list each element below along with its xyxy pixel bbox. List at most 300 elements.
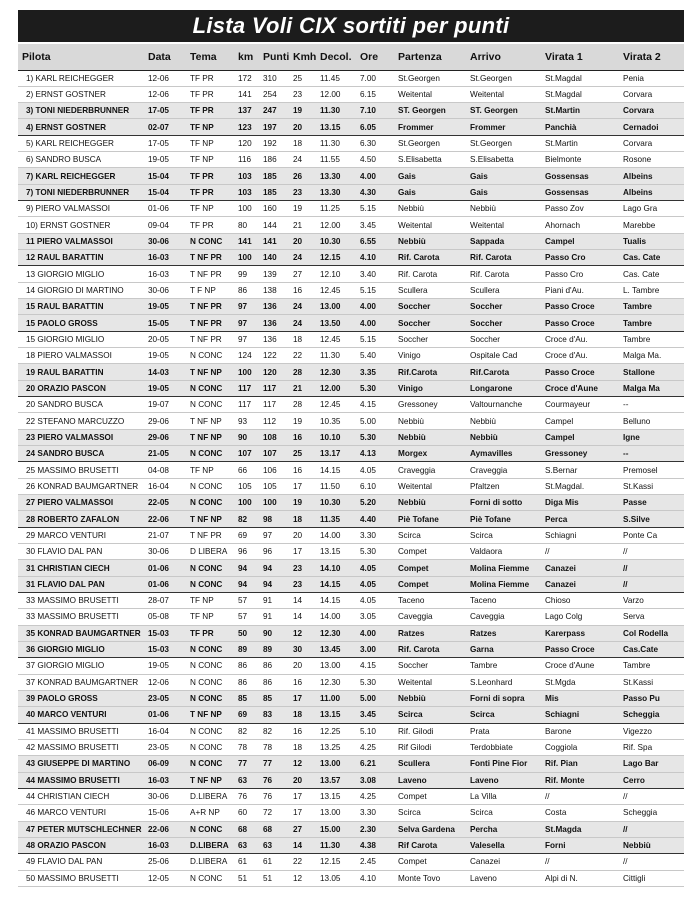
cell-points: 107 — [263, 449, 277, 459]
cell-arrival: Valtournanche — [470, 400, 523, 410]
cell-points: 136 — [263, 302, 277, 312]
cell-date: 30-06 — [148, 547, 169, 557]
table-row — [18, 429, 684, 445]
cell-start: Monte Tovo — [398, 873, 441, 883]
cell-turnpoint-1: St.Mgda — [545, 677, 576, 687]
cell-date: 21-07 — [148, 530, 169, 540]
cell-date: 01-06 — [148, 204, 169, 214]
cell-task: N CONC — [190, 236, 223, 246]
cell-turnpoint-2: Tualis — [623, 236, 647, 246]
cell-km: 116 — [238, 155, 252, 165]
cell-start: Scullera — [398, 285, 428, 295]
cell-points: 91 — [263, 596, 273, 606]
cell-takeoff: 13.15 — [320, 547, 341, 557]
cell-takeoff: 12.10 — [320, 269, 341, 279]
cell-arrival: Forni di sopra — [470, 694, 525, 704]
cell-pilot: 29 MARCO VENTURI — [26, 530, 107, 540]
cell-km: 76 — [238, 792, 248, 802]
column-header-arrival: Arrivo — [470, 50, 501, 63]
cell-points: 82 — [263, 726, 273, 736]
cell-arrival: Percha — [470, 824, 498, 834]
cell-arrival: St.Georgen — [470, 73, 512, 83]
cell-date: 21-05 — [148, 449, 169, 459]
cell-turnpoint-1: Campel — [545, 432, 575, 442]
column-header-date: Data — [148, 50, 171, 63]
cell-task: D.LIBERA — [190, 857, 228, 867]
cell-start: Nebbiù — [398, 204, 424, 214]
cell-task: N CONC — [190, 400, 223, 410]
cell-arrival: Fonti Pine Fior — [470, 759, 528, 769]
cell-turnpoint-2: // — [623, 792, 628, 802]
table-row — [18, 86, 684, 102]
cell-date: 17-05 — [148, 106, 169, 116]
cell-turnpoint-1: Campel — [545, 416, 574, 426]
table-row — [18, 544, 684, 560]
cell-hours: 3.30 — [360, 808, 376, 818]
table-row — [18, 380, 684, 396]
cell-date: 16-03 — [148, 841, 169, 851]
cell-arrival: Laveno — [470, 775, 499, 785]
cell-turnpoint-1: St.Magdal — [545, 73, 582, 83]
cell-km: 97 — [238, 318, 248, 328]
cell-points: 136 — [263, 334, 277, 344]
cell-pilot: 1) KARL REICHEGGER — [26, 73, 114, 83]
cell-turnpoint-1: Croce d'Aune — [545, 383, 598, 393]
cell-km: 94 — [238, 563, 248, 573]
cell-start: Caveggia — [398, 612, 433, 622]
cell-hours: 5.10 — [360, 726, 376, 736]
cell-turnpoint-1: Bielmonte — [545, 155, 582, 165]
cell-arrival: Nebbiù — [470, 416, 496, 426]
cell-task: N CONC — [190, 759, 223, 769]
cell-date: 05-08 — [148, 612, 169, 622]
cell-start: Rif. Carota — [398, 645, 440, 655]
cell-arrival: Scullera — [470, 285, 500, 295]
cell-date: 29-06 — [148, 432, 169, 442]
cell-arrival: Molina Fiemme — [470, 563, 530, 573]
cell-km: 63 — [238, 841, 248, 851]
cell-pilot: 14 GIORGIO DI MARTINO — [26, 285, 124, 295]
cell-pilot: 48 ORAZIO PASCON — [26, 841, 106, 851]
cell-task: N CONC — [190, 824, 223, 834]
cell-km: 117 — [238, 383, 252, 393]
cell-hours: 4.00 — [360, 318, 376, 328]
cell-turnpoint-1: // — [545, 792, 550, 802]
cell-task: TF PR — [190, 187, 214, 197]
cell-hours: 6.30 — [360, 138, 376, 148]
table-row — [18, 756, 684, 772]
cell-points: 97 — [263, 530, 273, 540]
cell-hours: 3.30 — [360, 530, 376, 540]
cell-task: TF NP — [190, 155, 214, 165]
cell-start: Rif. Carota — [398, 269, 438, 279]
cell-turnpoint-2: Cittigli — [623, 873, 646, 883]
cell-kmh: 17 — [293, 481, 303, 491]
cell-km: 51 — [238, 873, 248, 883]
cell-points: 185 — [263, 187, 277, 197]
cell-arrival: Sappada — [470, 236, 505, 246]
cell-hours: 4.15 — [360, 400, 376, 410]
cell-turnpoint-2: Corvara — [623, 138, 653, 148]
cell-task: T NF NP — [190, 367, 222, 377]
cell-takeoff: 10.30 — [320, 498, 341, 508]
cell-takeoff: 12.30 — [320, 677, 341, 687]
cell-kmh: 17 — [293, 792, 303, 802]
cell-hours: 6.21 — [360, 759, 376, 769]
cell-task: TF NP — [190, 596, 214, 606]
cell-kmh: 21 — [293, 220, 303, 230]
cell-points: 185 — [263, 171, 277, 181]
cell-hours: 4.05 — [360, 563, 376, 573]
cell-turnpoint-1: Karerpass — [545, 628, 586, 638]
cell-turnpoint-2: Cas.Cate — [623, 645, 659, 655]
cell-date: 28-07 — [148, 596, 169, 606]
cell-kmh: 19 — [293, 204, 303, 214]
cell-turnpoint-2: Passe — [623, 498, 647, 508]
cell-turnpoint-1: St.Martin — [545, 106, 581, 116]
cell-pilot: 26 KONRAD BAUMGARTNER — [26, 481, 139, 491]
cell-turnpoint-1: Courmayeur — [545, 400, 591, 410]
cell-start: Compet — [398, 547, 427, 557]
cell-pilot: 43 GIUSEPPE DI MARTINO — [26, 759, 131, 769]
cell-pilot: 31 CHRISTIAN CIECH — [26, 563, 110, 573]
cell-turnpoint-2: // — [623, 563, 628, 573]
cell-task: T NF PR — [190, 269, 222, 279]
cell-pilot: 44 CHRISTIAN CIECH — [26, 792, 110, 802]
cell-turnpoint-1: Canazei — [545, 563, 576, 573]
cell-pilot: 33 MASSIMO BRUSETTI — [26, 612, 119, 622]
cell-arrival: Scirca — [470, 710, 495, 720]
cell-task: N CONC — [190, 383, 223, 393]
cell-points: 85 — [263, 694, 273, 704]
cell-points: 61 — [263, 857, 273, 867]
cell-task: N CONC — [190, 563, 223, 573]
cell-km: 63 — [238, 775, 248, 785]
cell-start: Vinigo — [398, 383, 423, 393]
cell-hours: 4.13 — [360, 449, 376, 459]
cell-arrival: Gais — [470, 187, 488, 197]
table-row — [18, 772, 684, 788]
cell-task: N CONC — [190, 579, 223, 589]
cell-turnpoint-2: Igne — [623, 432, 640, 442]
cell-kmh: 18 — [293, 743, 303, 753]
cell-points: 144 — [263, 220, 277, 230]
cell-start: Nebbiù — [398, 236, 426, 246]
cell-date: 16-04 — [148, 726, 169, 736]
cell-task: N CONC — [190, 677, 223, 687]
cell-date: 25-06 — [148, 857, 169, 867]
cell-arrival: Gais — [470, 171, 488, 181]
table-row — [18, 478, 684, 494]
cell-task: A+R NP — [190, 808, 220, 818]
cell-turnpoint-1: Passo Croce — [545, 645, 595, 655]
column-header-pilot: Pilota — [22, 50, 51, 63]
cell-kmh: 16 — [293, 726, 303, 736]
cell-kmh: 23 — [293, 187, 303, 197]
cell-km: 57 — [238, 596, 248, 606]
table-row — [18, 184, 684, 200]
cell-pilot: 27 PIERO VALMASSOI — [26, 498, 114, 508]
table-row — [18, 723, 684, 739]
cell-pilot: 20 SANDRO BUSCA — [26, 400, 103, 410]
cell-km: 93 — [238, 416, 248, 426]
cell-takeoff: 10.35 — [320, 416, 341, 426]
cell-hours: 4.50 — [360, 155, 376, 165]
cell-points: 112 — [263, 416, 277, 426]
cell-arrival: S.Leonhard — [470, 677, 513, 687]
cell-km: 99 — [238, 269, 248, 279]
table-row — [18, 625, 684, 641]
cell-hours: 5.15 — [360, 204, 376, 214]
cell-arrival: Piè Tofane — [470, 514, 511, 524]
cell-start: Ratzes — [398, 628, 425, 638]
cell-takeoff: 12.15 — [320, 253, 341, 263]
cell-kmh: 21 — [293, 383, 303, 393]
cell-arrival: Rif. Carota — [470, 269, 510, 279]
cell-turnpoint-2: Lago Gra — [623, 204, 658, 214]
cell-kmh: 19 — [293, 416, 303, 426]
cell-task: N CONC — [190, 661, 223, 671]
cell-pilot: 39 PAOLO GROSS — [26, 694, 98, 704]
cell-turnpoint-1: S.Bernar — [545, 465, 578, 475]
cell-takeoff: 13.15 — [320, 792, 341, 802]
cell-task: TF PR — [190, 220, 214, 230]
cell-takeoff: 13.17 — [320, 449, 341, 459]
cell-takeoff: 10.10 — [320, 432, 341, 442]
cell-takeoff: 12.00 — [320, 383, 341, 393]
cell-kmh: 12 — [293, 873, 303, 883]
table-row — [18, 331, 684, 347]
cell-arrival: Rif.Carota — [470, 367, 510, 377]
cell-task: TF PR — [190, 106, 214, 116]
cell-points: 89 — [263, 645, 273, 655]
cell-hours: 3.45 — [360, 220, 376, 230]
cell-turnpoint-1: Perca — [545, 514, 568, 524]
cell-arrival: Taceno — [470, 596, 497, 606]
cell-kmh: 27 — [293, 269, 303, 279]
cell-kmh: 16 — [293, 285, 303, 295]
column-header-turnpoint-1: Virata 1 — [545, 50, 583, 63]
cell-points: 117 — [263, 383, 277, 393]
cell-hours: 5.15 — [360, 285, 376, 295]
cell-turnpoint-1: Diga Mis — [545, 498, 579, 508]
cell-turnpoint-2: Passo Pu — [623, 694, 660, 704]
cell-km: 66 — [238, 465, 248, 475]
table-row — [18, 560, 684, 576]
cell-km: 78 — [238, 743, 248, 753]
cell-km: 50 — [238, 628, 248, 638]
column-header-km: km — [238, 50, 254, 63]
cell-hours: 3.35 — [360, 367, 376, 377]
column-header-takeoff: Decol. — [320, 50, 352, 63]
cell-takeoff: 12.00 — [320, 89, 341, 99]
cell-start: Rif Gilodi — [398, 743, 432, 753]
cell-turnpoint-1: St.Magdal — [545, 89, 582, 99]
cell-date: 12-06 — [148, 89, 169, 99]
cell-arrival: Weitental — [470, 89, 504, 99]
cell-hours: 6.15 — [360, 89, 376, 99]
cell-task: T NF NP — [190, 710, 222, 720]
cell-arrival: Prata — [470, 726, 490, 736]
cell-kmh: 30 — [293, 645, 303, 655]
cell-turnpoint-2: Vigezzo — [623, 726, 652, 736]
cell-pilot: 2) ERNST GOSTNER — [26, 89, 106, 99]
cell-date: 15-06 — [148, 808, 169, 818]
cell-pilot: 7) TONI NIEDERBRUNNER — [26, 187, 130, 197]
cell-start: Gais — [398, 171, 416, 181]
cell-kmh: 19 — [293, 106, 303, 116]
cell-turnpoint-1: Passo Zov — [545, 204, 584, 214]
cell-hours: 3.05 — [360, 612, 376, 622]
cell-points: 98 — [263, 514, 273, 524]
cell-hours: 5.15 — [360, 334, 376, 344]
cell-start: Vinigo — [398, 351, 421, 361]
cell-pilot: 50 MASSIMO BRUSETTI — [26, 873, 119, 883]
table-row — [18, 152, 684, 168]
cell-date: 16-03 — [148, 775, 169, 785]
cell-turnpoint-2: St.Kassi — [623, 677, 654, 687]
table-row — [18, 674, 684, 690]
cell-km: 117 — [238, 400, 252, 410]
cell-turnpoint-2: Varzo — [623, 596, 644, 606]
cell-task: D.LIBERA — [190, 792, 228, 802]
cell-points: 96 — [263, 547, 273, 557]
cell-date: 19-05 — [148, 351, 169, 361]
cell-start: Weitental — [398, 89, 432, 99]
cell-pilot: 46 MARCO VENTURI — [26, 808, 107, 818]
cell-task: N CONC — [190, 694, 223, 704]
cell-kmh: 16 — [293, 465, 303, 475]
cell-date: 23-05 — [148, 743, 169, 753]
cell-takeoff: 13.00 — [320, 759, 341, 769]
cell-turnpoint-2: Ponte Ca — [623, 530, 658, 540]
cell-turnpoint-1: Forni — [545, 841, 566, 851]
cell-start: Soccher — [398, 318, 431, 328]
cell-km: 86 — [238, 285, 248, 295]
table-row — [18, 103, 684, 119]
cell-pilot: 37 KONRAD BAUMGARTNER — [26, 677, 139, 687]
cell-pilot: 10) ERNST GOSTNER — [26, 220, 111, 230]
cell-start: Scirca — [398, 530, 421, 540]
cell-turnpoint-1: Rif. Monte — [545, 775, 585, 785]
table-row — [18, 593, 684, 609]
cell-points: 120 — [263, 367, 277, 377]
page-title: Lista Voli CIX sortiti per punti — [18, 10, 684, 42]
cell-turnpoint-1: // — [545, 547, 550, 557]
cell-takeoff: 11.00 — [320, 694, 341, 704]
cell-takeoff: 12.30 — [320, 628, 341, 638]
cell-km: 69 — [238, 530, 248, 540]
cell-hours: 3.08 — [360, 775, 376, 785]
cell-hours: 5.30 — [360, 383, 376, 393]
cell-turnpoint-2: Scheggia — [623, 808, 658, 818]
cell-takeoff: 14.15 — [320, 596, 341, 606]
cell-date: 12-06 — [148, 73, 169, 83]
cell-pilot: 22 STEFANO MARCUZZO — [26, 416, 125, 426]
cell-kmh: 19 — [293, 498, 303, 508]
cell-task: N CONC — [190, 873, 223, 883]
cell-task: N CONC — [190, 645, 223, 655]
cell-hours: 5.00 — [360, 416, 376, 426]
cell-hours: 7.10 — [360, 106, 376, 116]
cell-turnpoint-1: Passo Croce — [545, 318, 595, 328]
cell-takeoff: 11.50 — [320, 481, 340, 491]
cell-points: 247 — [263, 106, 277, 116]
cell-turnpoint-1: Gossensas — [545, 171, 589, 181]
table-row — [18, 348, 684, 364]
table-row — [18, 446, 684, 462]
cell-turnpoint-2: Malga Ma — [623, 383, 660, 393]
cell-pilot: 49 FLAVIO DAL PAN — [26, 857, 103, 867]
table-row — [18, 168, 684, 184]
cell-km: 69 — [238, 710, 248, 720]
cell-hours: 4.15 — [360, 661, 376, 671]
cell-km: 97 — [238, 302, 248, 312]
cell-arrival: Pfaltzen — [470, 481, 500, 491]
cell-turnpoint-2: Rosone — [623, 155, 652, 165]
cell-pilot: 9) PIERO VALMASSOI — [26, 204, 111, 214]
cell-takeoff: 12.15 — [320, 857, 341, 867]
cell-takeoff: 13.57 — [320, 775, 341, 785]
cell-pilot: 24 SANDRO BUSCA — [26, 449, 105, 459]
cell-takeoff: 12.45 — [320, 334, 341, 344]
cell-date: 22-05 — [148, 498, 169, 508]
cell-points: 91 — [263, 612, 273, 622]
cell-arrival: Scirca — [470, 808, 493, 818]
cell-points: 254 — [263, 89, 277, 99]
cell-date: 04-08 — [148, 465, 169, 475]
table-row — [18, 805, 684, 821]
table-row — [18, 70, 684, 86]
cell-points: 100 — [263, 498, 277, 508]
cell-turnpoint-2: Cernadoi — [623, 122, 659, 132]
cell-start: Gais — [398, 187, 416, 197]
cell-hours: 5.00 — [360, 694, 376, 704]
cell-takeoff: 10.30 — [320, 236, 341, 246]
cell-turnpoint-2: Penia — [623, 73, 644, 83]
cell-arrival: Caveggia — [470, 612, 505, 622]
cell-pilot: 4) ERNST GOSTNER — [26, 122, 107, 132]
cell-takeoff: 13.25 — [320, 743, 341, 753]
cell-date: 22-06 — [148, 514, 169, 524]
cell-takeoff: 15.00 — [320, 824, 341, 834]
cell-start: Scirca — [398, 808, 421, 818]
cell-points: 141 — [263, 236, 277, 246]
cell-arrival: La Villa — [470, 792, 497, 802]
cell-km: 80 — [238, 220, 248, 230]
table-row — [18, 739, 684, 755]
cell-start: Weitental — [398, 677, 432, 687]
cell-turnpoint-1: Costa — [545, 808, 567, 818]
cell-turnpoint-2: St.Kassi — [623, 481, 654, 491]
cell-start: Soccher — [398, 302, 431, 312]
cell-takeoff: 11.45 — [320, 73, 340, 83]
table-row — [18, 201, 684, 217]
cell-km: 100 — [238, 367, 252, 377]
cell-kmh: 14 — [293, 596, 303, 606]
cell-points: 76 — [263, 792, 273, 802]
cell-arrival: Soccher — [470, 318, 503, 328]
cell-task: TF NP — [190, 204, 214, 214]
cell-pilot: 23 PIERO VALMASSOI — [26, 432, 114, 442]
cell-pilot: 3) TONI NIEDERBRUNNER — [26, 106, 130, 116]
cell-pilot: 7) KARL REICHEGGER — [26, 171, 116, 181]
cell-points: 192 — [263, 138, 277, 148]
column-header-task: Tema — [190, 50, 217, 63]
cell-date: 01-06 — [148, 579, 169, 589]
cell-turnpoint-1: Passo Cro — [545, 253, 586, 263]
cell-date: 30-06 — [148, 236, 169, 246]
